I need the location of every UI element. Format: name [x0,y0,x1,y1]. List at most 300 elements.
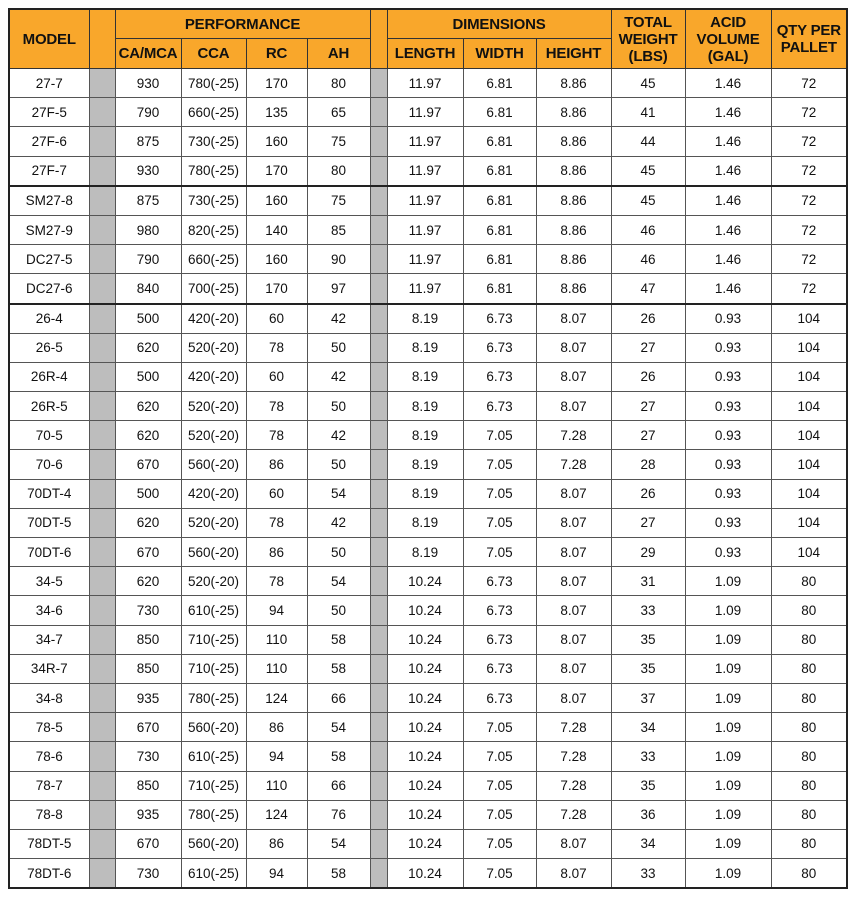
cell-ah: 75 [307,186,370,216]
cell-model: 70-5 [9,421,89,450]
header-line: (LBS) [628,47,668,65]
cell-length: 10.24 [387,567,463,596]
cell-ah: 66 [307,771,370,800]
cell-acid-volume: 0.93 [685,362,771,391]
cell-total-weight: 29 [611,538,685,567]
cell-total-weight: 35 [611,625,685,654]
cell-total-weight: 45 [611,69,685,98]
cell-acid-volume: 1.46 [685,274,771,304]
header-line: (GAL) [707,47,749,65]
cell-width: 7.05 [463,479,536,508]
cell-height: 8.07 [536,625,611,654]
cell-rc: 86 [246,713,307,742]
table-row [9,333,847,362]
cell-model: 78DT-5 [9,829,89,858]
cell-acid-volume: 1.09 [685,742,771,771]
cell-acid-volume: 0.93 [685,421,771,450]
cell-ca-mca: 500 [115,479,181,508]
cell-ah: 50 [307,392,370,421]
spacer-cell [89,392,115,421]
spacer-cell [370,508,387,537]
cell-rc: 86 [246,450,307,479]
spacer-cell [89,683,115,712]
cell-ca-mca: 790 [115,98,181,127]
spacer-cell [370,859,387,889]
cell-ca-mca: 790 [115,245,181,274]
cell-model: 27F-5 [9,98,89,127]
cell-rc: 170 [246,69,307,98]
cell-total-weight: 27 [611,333,685,362]
cell-cca: 660(-25) [181,98,246,127]
cell-total-weight: 35 [611,771,685,800]
cell-width: 6.81 [463,186,536,216]
table-row [9,421,847,450]
cell-acid-volume: 1.09 [685,625,771,654]
spacer-cell [89,596,115,625]
cell-ah: 80 [307,156,370,186]
cell-length: 8.19 [387,508,463,537]
cell-total-weight: 27 [611,392,685,421]
header-model: MODEL [9,9,89,69]
header-spacer [370,9,387,69]
spacer-cell [370,127,387,156]
cell-qty-per-pallet: 104 [771,333,847,362]
cell-ca-mca: 875 [115,186,181,216]
cell-length: 8.19 [387,479,463,508]
cell-width: 6.73 [463,567,536,596]
cell-qty-per-pallet: 72 [771,245,847,274]
cell-width: 6.81 [463,245,536,274]
cell-ah: 50 [307,450,370,479]
cell-length: 8.19 [387,421,463,450]
cell-height: 8.07 [536,538,611,567]
cell-width: 6.73 [463,333,536,362]
cell-length: 10.24 [387,800,463,829]
cell-length: 8.19 [387,392,463,421]
table-row [9,450,847,479]
table-row [9,215,847,244]
cell-qty-per-pallet: 80 [771,829,847,858]
cell-qty-per-pallet: 72 [771,69,847,98]
cell-total-weight: 26 [611,304,685,334]
cell-ca-mca: 670 [115,829,181,858]
spacer-cell [370,98,387,127]
table-row [9,625,847,654]
cell-ah: 42 [307,304,370,334]
cell-height: 7.28 [536,771,611,800]
cell-cca: 520(-20) [181,421,246,450]
spacer-cell [89,69,115,98]
header-line: TOTAL [624,13,672,31]
cell-rc: 94 [246,859,307,889]
cell-ca-mca: 670 [115,713,181,742]
cell-ah: 80 [307,69,370,98]
table-row [9,508,847,537]
spacer-cell [89,479,115,508]
cell-model: 70DT-5 [9,508,89,537]
cell-length: 11.97 [387,98,463,127]
table-row [9,156,847,186]
cell-qty-per-pallet: 80 [771,654,847,683]
cell-length: 8.19 [387,333,463,362]
cell-ca-mca: 935 [115,800,181,829]
cell-rc: 60 [246,362,307,391]
spacer-cell [89,333,115,362]
cell-cca: 610(-25) [181,742,246,771]
cell-acid-volume: 0.93 [685,333,771,362]
cell-ah: 58 [307,625,370,654]
header-acid-volume [685,9,771,69]
cell-height: 8.07 [536,654,611,683]
cell-total-weight: 47 [611,274,685,304]
cell-width: 6.73 [463,392,536,421]
table-row [9,274,847,304]
table-row [9,771,847,800]
cell-cca: 700(-25) [181,274,246,304]
header-width: WIDTH [463,39,536,69]
cell-qty-per-pallet: 80 [771,596,847,625]
cell-total-weight: 33 [611,859,685,889]
cell-acid-volume: 0.93 [685,392,771,421]
cell-total-weight: 34 [611,829,685,858]
spacer-cell [89,215,115,244]
cell-height: 7.28 [536,800,611,829]
cell-total-weight: 44 [611,127,685,156]
cell-acid-volume: 1.46 [685,245,771,274]
cell-model: 26R-5 [9,392,89,421]
cell-qty-per-pallet: 104 [771,450,847,479]
cell-ah: 76 [307,800,370,829]
cell-length: 11.97 [387,127,463,156]
spacer-cell [89,245,115,274]
spacer-cell [89,771,115,800]
cell-rc: 60 [246,304,307,334]
cell-length: 11.97 [387,274,463,304]
header-qty-per-pallet [771,9,847,69]
cell-cca: 710(-25) [181,654,246,683]
cell-acid-volume: 0.93 [685,304,771,334]
cell-model: 26-4 [9,304,89,334]
cell-length: 10.24 [387,683,463,712]
cell-qty-per-pallet: 104 [771,362,847,391]
cell-cca: 730(-25) [181,186,246,216]
cell-total-weight: 26 [611,362,685,391]
table-row [9,186,847,216]
cell-cca: 560(-20) [181,829,246,858]
table-row [9,859,847,889]
cell-width: 7.05 [463,450,536,479]
cell-total-weight: 45 [611,156,685,186]
cell-acid-volume: 1.09 [685,800,771,829]
cell-width: 7.05 [463,538,536,567]
cell-length: 8.19 [387,538,463,567]
cell-model: 27F-6 [9,127,89,156]
cell-ca-mca: 620 [115,392,181,421]
cell-acid-volume: 1.09 [685,713,771,742]
cell-cca: 520(-20) [181,508,246,537]
cell-height: 8.86 [536,245,611,274]
cell-acid-volume: 1.09 [685,683,771,712]
cell-ah: 50 [307,538,370,567]
cell-qty-per-pallet: 104 [771,508,847,537]
cell-ca-mca: 730 [115,859,181,889]
header-height: HEIGHT [536,39,611,69]
cell-total-weight: 36 [611,800,685,829]
cell-length: 11.97 [387,156,463,186]
cell-height: 7.28 [536,742,611,771]
cell-rc: 124 [246,683,307,712]
cell-model: 26-5 [9,333,89,362]
spacer-cell [89,713,115,742]
spacer-cell [89,567,115,596]
header-ah: AH [307,39,370,69]
cell-total-weight: 27 [611,421,685,450]
header-dimensions: DIMENSIONS [387,9,611,39]
spacer-cell [89,859,115,889]
header-cca: CCA [181,39,246,69]
cell-qty-per-pallet: 80 [771,683,847,712]
cell-cca: 420(-20) [181,304,246,334]
cell-model: 34-6 [9,596,89,625]
cell-ca-mca: 850 [115,771,181,800]
header-ca-mca: CA/MCA [115,39,181,69]
cell-ca-mca: 620 [115,333,181,362]
cell-ca-mca: 875 [115,127,181,156]
cell-cca: 560(-20) [181,538,246,567]
cell-width: 7.05 [463,421,536,450]
battery-spec-table-container [8,8,846,889]
cell-cca: 820(-25) [181,215,246,244]
cell-total-weight: 45 [611,186,685,216]
cell-ah: 54 [307,829,370,858]
header-line: PALLET [780,39,837,56]
cell-width: 6.81 [463,69,536,98]
cell-acid-volume: 1.09 [685,654,771,683]
cell-ah: 42 [307,362,370,391]
cell-total-weight: 37 [611,683,685,712]
cell-width: 6.81 [463,98,536,127]
cell-total-weight: 34 [611,713,685,742]
cell-ah: 85 [307,215,370,244]
cell-ca-mca: 500 [115,362,181,391]
cell-height: 8.07 [536,567,611,596]
cell-cca: 420(-20) [181,362,246,391]
header-line: QTY PER [776,22,841,39]
cell-length: 10.24 [387,596,463,625]
cell-model: 78-8 [9,800,89,829]
cell-rc: 78 [246,567,307,596]
cell-length: 10.24 [387,713,463,742]
spacer-cell [89,156,115,186]
cell-height: 8.07 [536,479,611,508]
cell-model: 34-7 [9,625,89,654]
header-performance: PERFORMANCE [115,9,370,39]
cell-cca: 520(-20) [181,567,246,596]
cell-height: 8.07 [536,508,611,537]
table-row [9,567,847,596]
cell-rc: 170 [246,156,307,186]
cell-acid-volume: 1.46 [685,186,771,216]
cell-height: 8.07 [536,596,611,625]
table-row [9,742,847,771]
spacer-cell [370,156,387,186]
cell-acid-volume: 0.93 [685,538,771,567]
cell-cca: 520(-20) [181,392,246,421]
cell-ca-mca: 850 [115,625,181,654]
cell-acid-volume: 1.46 [685,156,771,186]
cell-ca-mca: 930 [115,156,181,186]
cell-qty-per-pallet: 80 [771,742,847,771]
cell-qty-per-pallet: 80 [771,859,847,889]
cell-model: DC27-5 [9,245,89,274]
cell-length: 10.24 [387,654,463,683]
cell-cca: 780(-25) [181,800,246,829]
cell-ca-mca: 670 [115,450,181,479]
header-line: WEIGHT [618,30,678,48]
cell-acid-volume: 1.46 [685,69,771,98]
cell-acid-volume: 1.09 [685,771,771,800]
table-row [9,654,847,683]
cell-total-weight: 31 [611,567,685,596]
cell-qty-per-pallet: 104 [771,421,847,450]
cell-ah: 54 [307,567,370,596]
cell-ah: 50 [307,333,370,362]
cell-ah: 66 [307,683,370,712]
table-row [9,683,847,712]
cell-height: 8.86 [536,127,611,156]
spacer-cell [89,127,115,156]
cell-length: 8.19 [387,304,463,334]
cell-ah: 54 [307,713,370,742]
spacer-cell [370,771,387,800]
cell-height: 8.07 [536,304,611,334]
spacer-cell [370,625,387,654]
cell-width: 6.73 [463,625,536,654]
cell-rc: 110 [246,771,307,800]
cell-acid-volume: 1.46 [685,98,771,127]
cell-ca-mca: 935 [115,683,181,712]
cell-qty-per-pallet: 72 [771,156,847,186]
cell-width: 6.81 [463,156,536,186]
spacer-cell [370,829,387,858]
cell-acid-volume: 1.09 [685,596,771,625]
cell-length: 10.24 [387,742,463,771]
cell-height: 8.07 [536,859,611,889]
cell-total-weight: 26 [611,479,685,508]
cell-model: 70DT-4 [9,479,89,508]
cell-model: 78DT-6 [9,859,89,889]
table-row [9,479,847,508]
cell-cca: 710(-25) [181,771,246,800]
cell-height: 8.07 [536,362,611,391]
cell-width: 6.73 [463,683,536,712]
table-row [9,245,847,274]
cell-width: 7.05 [463,800,536,829]
cell-width: 6.73 [463,304,536,334]
cell-ca-mca: 840 [115,274,181,304]
cell-ca-mca: 730 [115,596,181,625]
cell-ca-mca: 620 [115,567,181,596]
spacer-cell [89,625,115,654]
cell-cca: 610(-25) [181,596,246,625]
header-rc: RC [246,39,307,69]
table-row [9,392,847,421]
cell-height: 7.28 [536,450,611,479]
cell-width: 7.05 [463,829,536,858]
cell-width: 6.81 [463,127,536,156]
spacer-cell [370,392,387,421]
cell-total-weight: 41 [611,98,685,127]
spacer-cell [370,274,387,304]
cell-width: 6.81 [463,215,536,244]
cell-qty-per-pallet: 72 [771,274,847,304]
cell-total-weight: 46 [611,245,685,274]
cell-cca: 520(-20) [181,333,246,362]
cell-model: 78-5 [9,713,89,742]
spacer-cell [89,742,115,771]
spacer-cell [89,538,115,567]
cell-length: 8.19 [387,450,463,479]
cell-total-weight: 46 [611,215,685,244]
spacer-cell [89,304,115,334]
cell-total-weight: 33 [611,596,685,625]
cell-cca: 780(-25) [181,69,246,98]
spacer-cell [89,450,115,479]
cell-ah: 42 [307,508,370,537]
spacer-cell [370,800,387,829]
cell-qty-per-pallet: 80 [771,567,847,596]
cell-height: 8.07 [536,829,611,858]
cell-qty-per-pallet: 72 [771,215,847,244]
cell-ca-mca: 850 [115,654,181,683]
spacer-cell [370,421,387,450]
spacer-cell [89,362,115,391]
cell-rc: 160 [246,127,307,156]
cell-cca: 780(-25) [181,683,246,712]
header-total-weight [611,9,685,69]
cell-length: 11.97 [387,186,463,216]
cell-width: 7.05 [463,508,536,537]
cell-rc: 110 [246,654,307,683]
cell-ah: 65 [307,98,370,127]
cell-height: 7.28 [536,713,611,742]
cell-width: 6.73 [463,654,536,683]
header-spacer [89,9,115,69]
spacer-cell [370,304,387,334]
cell-qty-per-pallet: 104 [771,392,847,421]
cell-width: 6.73 [463,596,536,625]
cell-ah: 54 [307,479,370,508]
cell-length: 10.24 [387,771,463,800]
cell-height: 8.07 [536,333,611,362]
table-row [9,304,847,334]
table-row [9,800,847,829]
table-row [9,98,847,127]
cell-ah: 58 [307,859,370,889]
cell-acid-volume: 1.09 [685,829,771,858]
spacer-cell [370,683,387,712]
cell-height: 8.07 [536,683,611,712]
spacer-cell [89,654,115,683]
cell-ah: 50 [307,596,370,625]
cell-ca-mca: 620 [115,508,181,537]
cell-acid-volume: 0.93 [685,508,771,537]
cell-model: 78-6 [9,742,89,771]
spacer-cell [89,829,115,858]
cell-qty-per-pallet: 80 [771,800,847,829]
cell-ah: 58 [307,742,370,771]
spacer-cell [370,654,387,683]
